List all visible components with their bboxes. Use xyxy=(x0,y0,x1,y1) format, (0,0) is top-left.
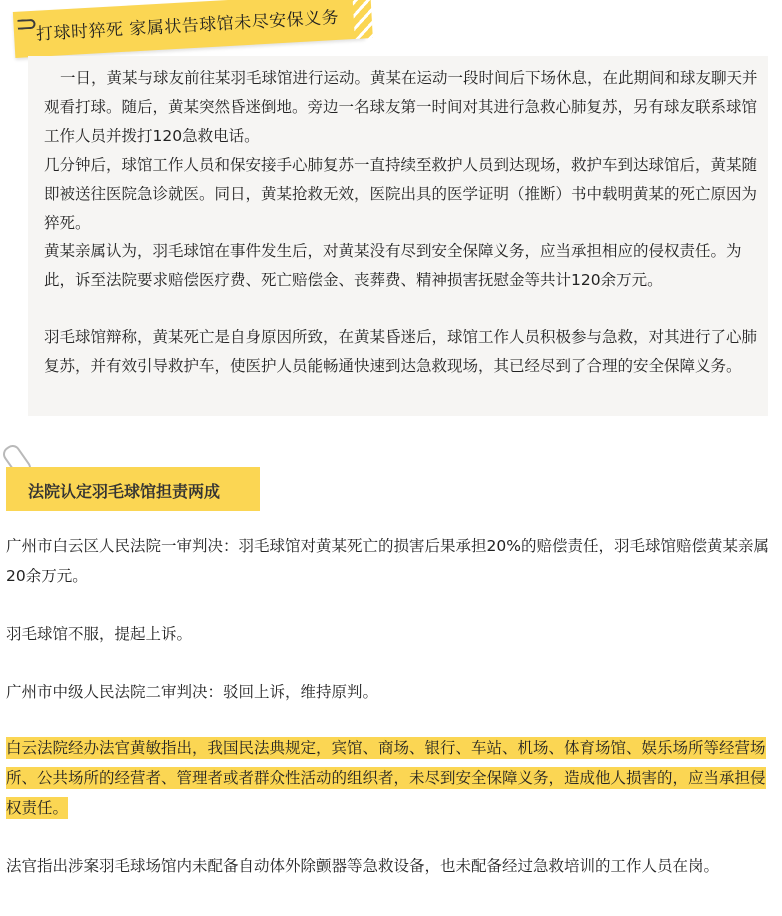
case-paragraph: 黄某亲属认为，羽毛球馆在事件发生后，对黄某没有尽到安全保障义务，应当承担相应的侵权责任。为此，诉至法院要求赔偿医疗费、死亡赔偿金、丧葬费、精神损害抚慰金等共计120余万元。 xyxy=(44,242,742,289)
ruling-paragraph: 广州市中级人民法院二审判决：驳回上诉，维持原判。 xyxy=(6,683,379,701)
section-tag-case xyxy=(12,0,370,60)
section-title-ruling: 法院认定羽毛球馆担责两成 xyxy=(28,482,221,501)
ruling-paragraph: 广州市白云区人民法院一审判决：羽毛球馆对黄某死亡的损害后果承担20%的赔偿责任，羽毛球馆赔偿黄某亲属20余万元。 xyxy=(6,537,769,585)
case-paragraph: 一日，黄某与球友前往某羽毛球馆进行运动。黄某在运动一段时间后下场休息，在此期间和球友聊天并观看打球。随后，黄某突然昏迷倒地。旁边一名球友第一时间对其进行急救心肺复苏，另有球友联系球馆工作人员并拨打120急救电话。 xyxy=(44,69,758,145)
section-title-case: 打球时猝死 家属状告球馆未尽安保义务 xyxy=(35,7,340,45)
highlighted-text: 白云法院经办法官黄敏指出，我国民法典规定，宾馆、商场、银行、车站、机场、体育场馆、娱乐场所等经营场所、公共场所的经营者、管理者或者群众性活动的组织者，未尽到安全保障义务，造成他人损害的，应当承担侵权责任。 xyxy=(6,739,766,817)
case-paragraph: 羽毛球馆辩称，黄某死亡是自身原因所致，在黄某昏迷后，球馆工作人员积极参与急救，对其进行了心肺复苏，并有效引导救护车，使医护人员能畅通快速到达急救现场，其已经尽到了合理的安全保障义务。 xyxy=(44,328,758,375)
ruling-highlight-paragraph xyxy=(6,733,776,823)
case-summary-card xyxy=(28,56,768,416)
paperclip-icon xyxy=(17,19,36,30)
ruling-paragraph: 法官指出涉案羽毛球场馆内未配备自动体外除颤器等急救设备，也未配备经过急救培训的工作人员在岗。 xyxy=(6,857,720,875)
section-tag-ruling xyxy=(6,467,260,511)
case-paragraph: 几分钟后，球馆工作人员和保安接手心肺复苏一直持续至救护人员到达现场，救护车到达球馆后，黄某随即被送往医院急诊就医。同日，黄某抢救无效，医院出具的医学证明（推断）书中载明黄某的死亡原因为猝死。 xyxy=(44,156,758,232)
ruling-paragraph: 羽毛球馆不服，提起上诉。 xyxy=(6,625,193,643)
